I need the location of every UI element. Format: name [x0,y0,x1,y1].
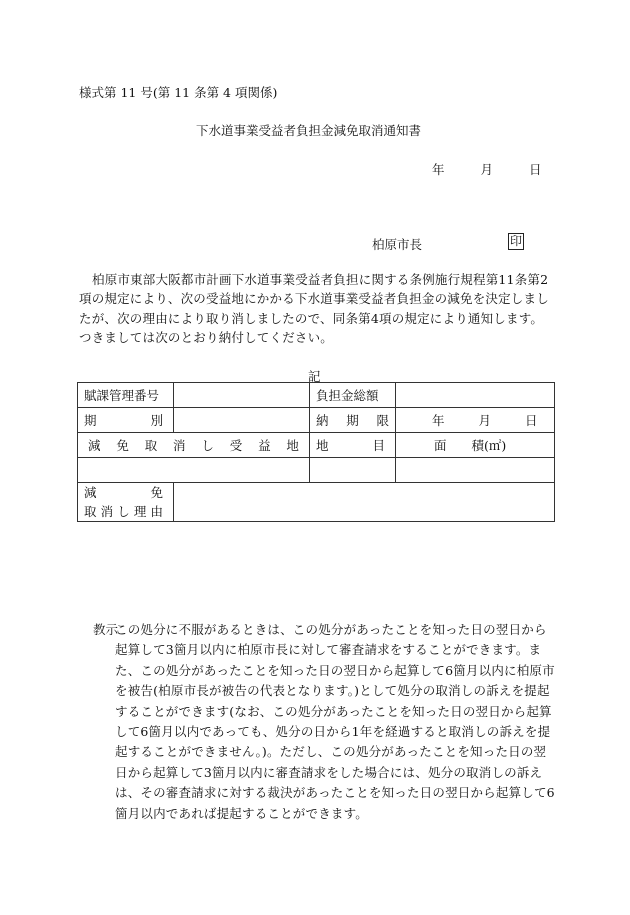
period-label-char: 別 [150,413,163,428]
due-date-label [310,408,396,433]
ki-label: 記 [308,369,321,384]
assessment-number-value [174,383,310,408]
table-row [78,433,555,458]
period-label-char: 期 [84,413,97,428]
notice-body-paragraph: 柏原市東部大阪都市計画下水道事業受益者負担に関する条例施行規程第11条第2項の規定により、次の受益地にかかる下水道事業受益者負担金の減免を決定しましたが、次の理由により取り消しましたので、同条第4項の規定により通知します。つきましては次のとおり納付してください。 [79,272,549,345]
area-header: 面 積(㎡) [396,433,555,458]
notice-text: この処分に不服があるときは、この処分があったことを知った日の翌日から起算して3箇月以内に柏原市長に対して審査請求をすることができます。また、この処分があったことを知った日の翌日から起算して6箇月以内に柏原市を被告(柏原市長が被告の代表となります。)として処分の取消しの訴えを提起することができます(なお、この処分があったことを知った日の翌日から起算して6箇月以内であっても、処分の日から1年を経過すると取消しの訴えを提起することができません。)。ただし、この処分があったことを知った日の翌日から起算して3箇月以内に審査請求をした場合には、処分の取消しの訴えは、その審査請求に対する裁決があったことを知った日の翌日から起算して6箇月以内であれば提起することができます。 [115,622,555,821]
due-year: 年 [432,413,445,428]
period-value [174,408,310,433]
notice-label: 教示 [93,622,119,637]
land-category-cell [310,458,396,483]
reason-label-char: 理 [133,504,147,519]
table-row [78,408,555,433]
date-day: 日 [529,162,542,177]
reason-label-char: 由 [150,504,163,519]
reason-label-char: 免 [150,485,163,500]
land-header-char: し [201,438,214,453]
details-table [77,382,555,522]
area-cell [396,458,555,483]
table-row [78,383,555,408]
land-header-char: 免 [116,438,129,453]
land-header-char: 取 [144,438,158,453]
land-category-header [310,433,396,458]
total-charge-label: 負担金総額 [310,383,396,408]
land-header-char: 減 [88,438,101,453]
form-number: 様式第 11 号(第 11 条第 4 項関係) [79,85,278,100]
date-year: 年 [432,162,445,177]
date-month: 月 [480,162,494,177]
due-date-label-char: 限 [376,413,389,428]
document-title: 下水道事業受益者負担金減免取消通知書 [196,123,422,138]
period-label [78,408,174,433]
land-header [78,433,310,458]
reason-label-char: し [117,504,130,519]
due-date-value [396,408,555,433]
reason-label-char: 取 [84,504,97,519]
total-charge-value [396,383,555,408]
due-month: 月 [478,413,492,428]
due-date-label-char: 納 [316,413,329,428]
land-header-char: 益 [258,438,271,453]
land-cell [78,458,310,483]
issue-date [432,160,542,178]
land-header-char: 受 [229,438,243,453]
seal-mark: 印 [509,234,522,248]
land-header-char: 消 [173,438,186,453]
land-header-char: 地 [286,438,299,453]
table-row [78,483,555,522]
land-category-char: 地 [316,438,329,453]
issuer-name: 柏原市長 [372,237,423,252]
reason-label-char: 減 [84,485,97,500]
due-day: 日 [525,413,538,428]
reason-value [174,483,555,522]
reason-label-char: 消 [100,504,114,519]
due-date-label-char: 期 [346,413,359,428]
table-row [78,458,555,483]
land-category-char: 目 [372,438,385,453]
assessment-number-label: 賦課管理番号 [78,383,174,408]
reason-label [78,483,174,522]
